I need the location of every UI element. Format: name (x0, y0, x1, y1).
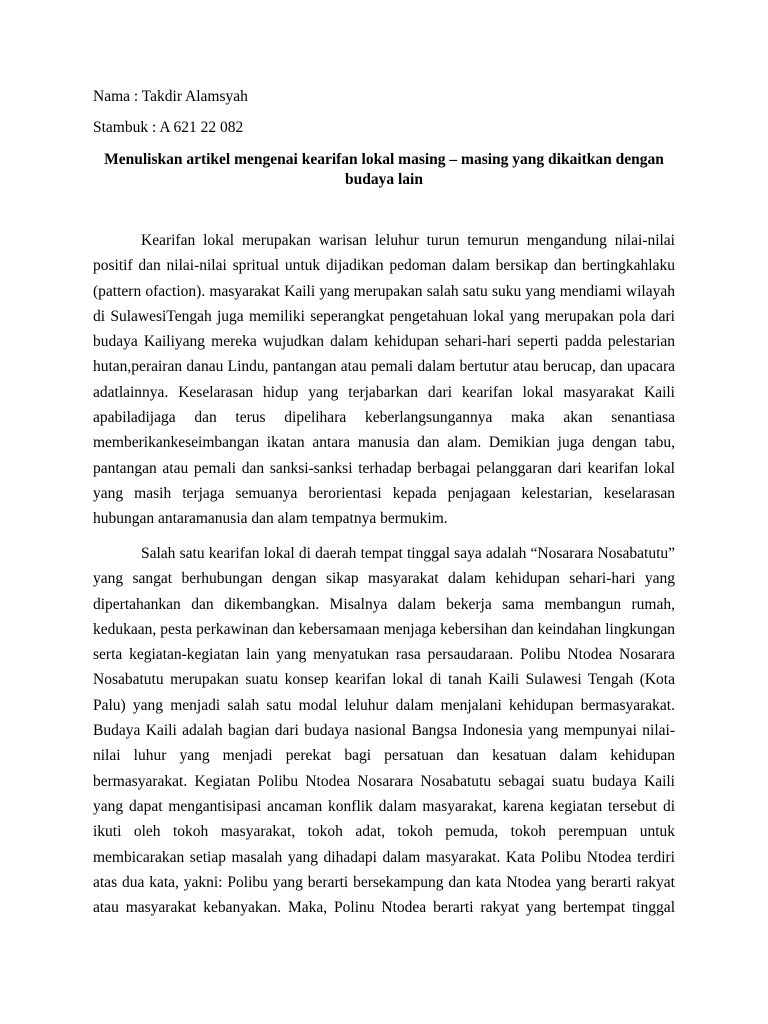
text-line: ikuti oleh tokoh masyarakat, tokoh adat, tokoh pemuda, tokoh perempuan untuk (93, 823, 675, 841)
text-line: atau masyarakat kebanyakan. Maka, Polinu Ntodea berarti rakyat yang bertempat tinggal (93, 899, 675, 917)
text-line: Kearifan lokal merupakan warisan leluhur turun temurun mengandung nilai-nilai (141, 232, 675, 249)
title-line: Menuliskan artikel mengenai kearifan lokal masing – masing yang dikaitkan dengan (104, 151, 664, 168)
text-line: serta kegiatan-kegiatan lain yang menyatukan rasa persaudaraan. Polibu Ntodea Nosarara (93, 646, 675, 664)
author-name: Nama : Takdir Alamsyah (93, 88, 248, 105)
text-line: Nosabatutu merupakan suatu konsep kearifan lokal di tanah Kaili Sulawesi Tengah (Kota (93, 671, 675, 689)
text-line: nilai luhur yang menjadi perekat bagi persatuan dan kesatuan dalam kehidupan (93, 747, 675, 765)
article-title (93, 150, 675, 190)
text-line: yang dapat mengantisipasi ancaman konflik dalam masyarakat, karena kegiatan tersebut di (93, 797, 675, 815)
text-line: Salah satu kearifan lokal di daerah tempat tinggal saya adalah “Nosarara Nosabatutu” (141, 545, 675, 562)
text-line: kedukaan, pesta perkawinan dan kebersamaan menjaga kebersihan dan keindahan lingkungan (93, 620, 675, 638)
text-line: pantangan atau pemali dan sanksi-sanksi terhadap berbagai pelanggaran dari kearifan lokal (93, 459, 675, 477)
text-line: (pattern ofaction). masyarakat Kaili yang merupakan salah satu suku yang mendiami wilayah (93, 282, 675, 300)
text-line: hubungan antaramanusia dan alam tempatnya bermukim. (93, 510, 448, 528)
text-line: hutan,perairan danau Lindu, pantangan atau pemali dalam bertutur atau berucap, dan upacara (93, 358, 675, 376)
text-line: atas dua kata, yakni: Polibu yang berarti bersekampung dan kata Ntodea yang berarti rakyat (93, 873, 675, 891)
paragraph-2 (93, 541, 675, 920)
text-line: adatlainnya. Keselarasan hidup yang terjabarkan dari kearifan lokal masyarakat Kaili (93, 383, 675, 401)
text-line: apabiladijaga dan terus dipelihara keberlangsungannya maka akan senantiasa (93, 409, 675, 427)
paragraph-1 (93, 228, 675, 532)
text-line: di SulawesiTengah juga memiliki seperangkat pengetahuan lokal yang merupakan pola dari (93, 307, 675, 325)
text-line: memberikankeseimbangan ikatan antara manusia dan alam. Demikian juga dengan tabu, (93, 434, 675, 452)
text-line: budaya Kailiyang mereka wujudkan dalam kehidupan sehari-hari seperti padda pelestarian (93, 333, 675, 351)
text-line: yang masih terjaga semuanya berorientasi kepada penjagaan kelestarian, keselarasan (93, 484, 675, 502)
text-line: dipertahankan dan dikembangkan. Misalnya dalam bekerja sama membangun rumah, (93, 595, 675, 613)
text-line: yang sangat berhubungan dengan sikap masyarakat dalam kehidupan sehari-hari yang (93, 570, 675, 588)
text-line: Palu) yang menjadi salah satu modal leluhur dalam menjalani kehidupan bermasyarakat. (93, 696, 675, 714)
title-line: budaya lain (345, 171, 423, 188)
text-line: membicarakan setiap masalah yang dihadapi dalam masyarakat. Kata Polibu Ntodea terdiri (93, 848, 675, 866)
text-line: positif dan nilai-nilai spritual untuk dijadikan pedoman dalam bersikap dan bertingkahlaku (93, 257, 675, 275)
text-line: bermasyarakat. Kegiatan Polibu Ntodea Nosarara Nosabatutu sebagai suatu budaya Kaili (93, 772, 675, 790)
text-line: Budaya Kaili adalah bagian dari budaya nasional Bangsa Indonesia yang mempunyai nilai- (93, 722, 675, 740)
student-id: Stambuk : A 621 22 082 (93, 119, 244, 136)
